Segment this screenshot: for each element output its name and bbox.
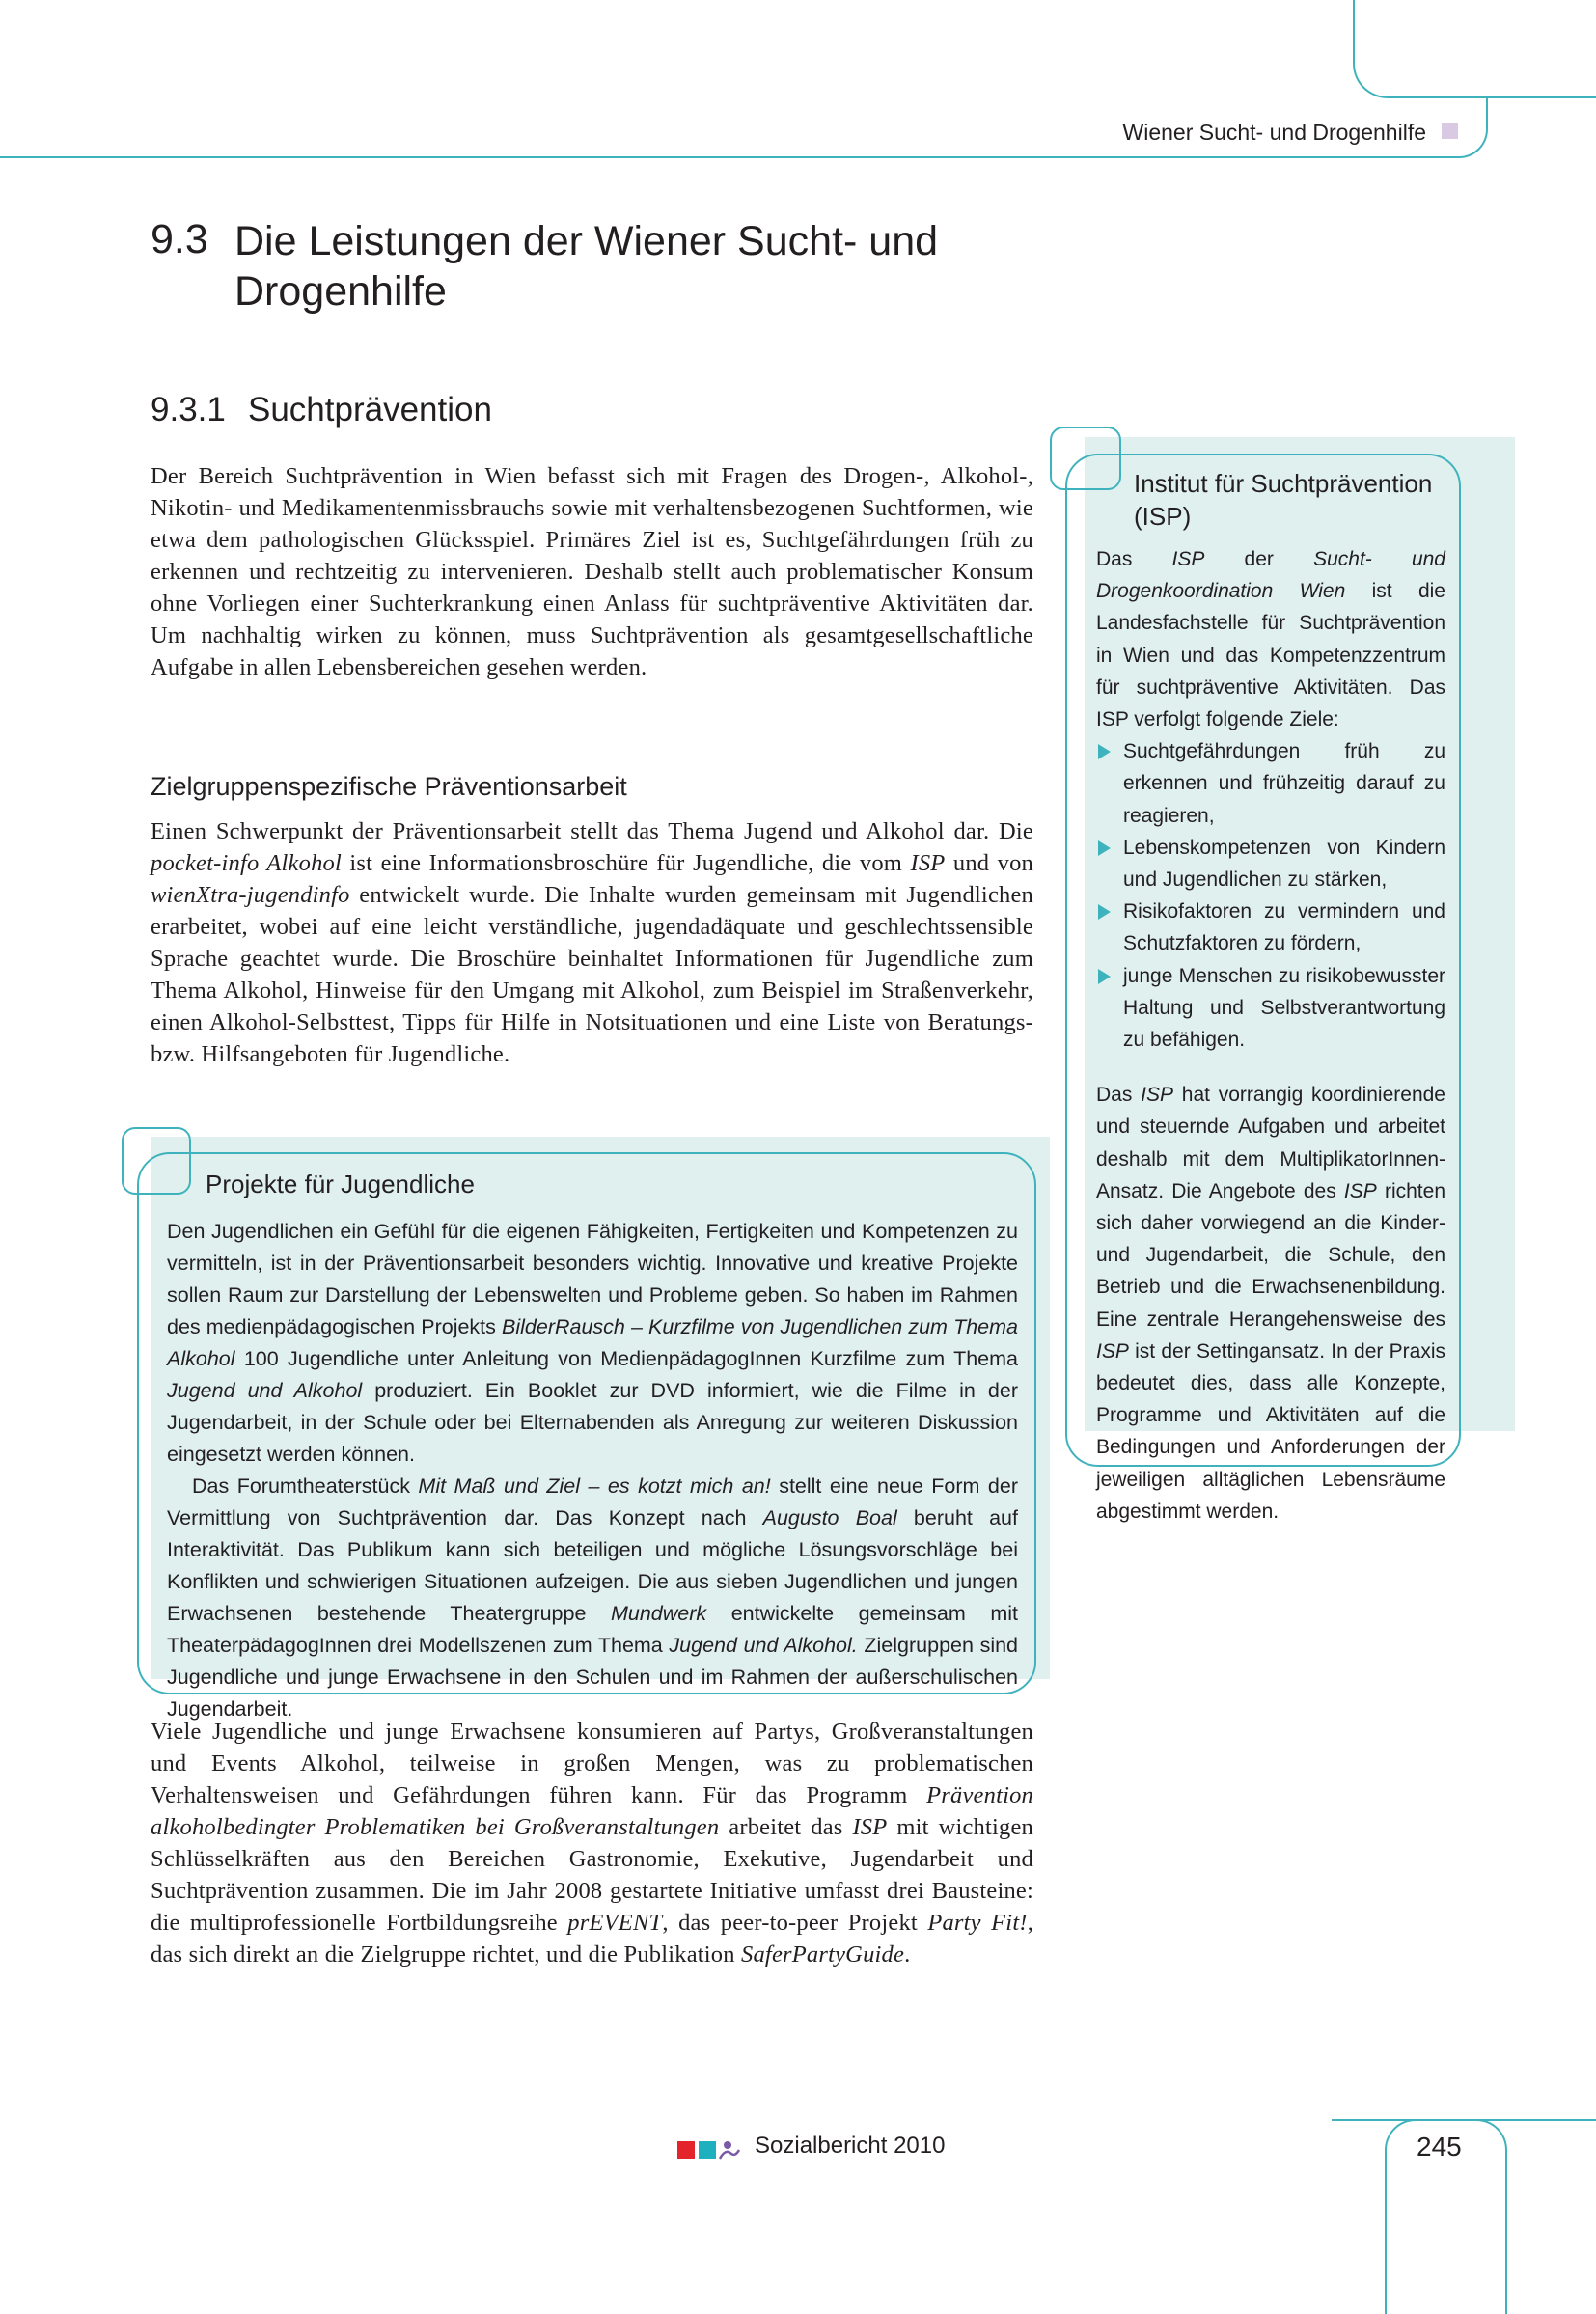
footer-title: Sozialbericht 2010 (755, 2133, 946, 2159)
text-run: produziert. Ein Booklet zur DVD informiert, wie die Filme in der Jugendarbeit, in der Schule oder bei Elternabenden als Anregung zur weiteren Diskussion eingesetzt werden können. (167, 1379, 1018, 1466)
emphasis: Sucht- und Drogenkoordination Wien (1096, 548, 1445, 603)
isp-paragraph (1096, 543, 1445, 735)
emphasis: ISP (1096, 1339, 1129, 1363)
emphasis: pocket-info Alkohol (151, 850, 342, 876)
text-run: stellt eine neue Form der Vermittlung von Suchtprävention dar. Das Konzept nach (167, 1474, 1018, 1529)
text-run: ist der Settingansatz. In der Praxis bedeutet dies, dass alle Konzepte, Programme und Aktivitäten auf die Bedingungen und Anforderungen der jeweiligen alltäglichen Lebensräume abgestimmt werden. (1096, 1339, 1445, 1523)
text-run: Das Forumtheaterstück (192, 1474, 419, 1498)
triangle-bullet-icon (1098, 744, 1111, 759)
text-run: , das sich direkt an die Zielgruppe richtet, und die Publikation (151, 1910, 1034, 1968)
spacer (1096, 1056, 1445, 1079)
emphasis: Party Fit! (927, 1910, 1028, 1936)
emphasis: ISP (1141, 1084, 1173, 1107)
logo-teal-square (699, 2141, 716, 2159)
emphasis: SaferPartyGuide (741, 1942, 905, 1968)
emphasis: ISP (910, 850, 946, 876)
goal-text: junge Menschen zu risikobewusster Haltung und Selbstverantwortung zu befähigen. (1123, 964, 1445, 1052)
list-item (1096, 735, 1445, 832)
logo-figure-body (720, 2150, 739, 2159)
emphasis: prEVENT (567, 1910, 663, 1936)
running-head: Wiener Sucht- und Drogenhilfe (1122, 120, 1426, 145)
text-run: entwickelte gemeinsam mit TheaterpädagogInnen drei Modellszenen zum Thema (167, 1602, 1018, 1657)
text-run: entwickelt wurde. Die Inhalte wurden gemeinsam mit Jugendlichen erarbeitet, wobei auf eine leicht verständliche, jugendadäquate und geschlechtssensible Sprache geachtet wurde. Die Broschüre beinhaltet Informationen für Jugendliche zum Thema Alkohol, Hinweise für den Umgang mit Alkohol, zum Beispiel im Straßenverkehr, einen Alkohol-Selbsttest, Tipps für Hilfe in Notsituationen und eine Liste von Beratungs- bzw. Hilfsangeboten für Jugendliche. (151, 882, 1033, 1067)
list-item (1096, 832, 1445, 895)
text-run: , das peer-to-peer Projekt (662, 1910, 928, 1936)
triangle-bullet-icon (1098, 969, 1111, 984)
projects-box-tab (122, 1127, 191, 1195)
zielgruppen-paragraph (151, 815, 1033, 1070)
emphasis: Mit Maß und Ziel – es kotzt mich an! (418, 1474, 771, 1498)
goal-text: Suchtgefährdungen früh zu erkennen und frühzeitig darauf zu reagieren, (1123, 740, 1445, 827)
text-run: . (904, 1942, 911, 1968)
isp-box-tab (1050, 427, 1121, 490)
isp-box-text (1096, 543, 1445, 1528)
emphasis: Jugend und Alkohol. (669, 1634, 858, 1657)
emphasis: ISP (852, 1814, 888, 1840)
list-item (1096, 895, 1445, 959)
text-run: Den Jugendlichen ein Gefühl für die eigenen Fähigkeiten, Fertigkeiten und Kompetenzen zu vermitteln, ist in der Präventionsarbeit besonders wichtig. Innovative und kreative Projekte sollen Raum zur Darstellung der Lebenswelten und Probleme geben. So haben im Rahmen des medienpädagogischen Projekts (167, 1220, 1018, 1338)
text-run: Das (1096, 1084, 1142, 1107)
logo-red-square (677, 2141, 695, 2159)
isp-paragraph (1096, 1079, 1445, 1528)
subsection-number: 9.3.1 (151, 391, 226, 428)
text-run: Viele Jugendliche und junge Erwachsene konsumieren auf Partys, Großveranstaltungen und Events Alkohol, teilweise in großen Mengen, was zu problematischen Verhaltensweisen und Gefährdungen führen kann. Für das Programm (151, 1719, 1033, 1808)
projects-box-title: Projekte für Jugendliche (206, 1170, 475, 1198)
section-number: 9.3 (151, 216, 208, 262)
text-run: ist eine Informationsbroschüre für Jugendliche, die vom (341, 850, 911, 876)
projects-paragraph (167, 1216, 1018, 1471)
emphasis: Prävention alkoholbedingter Problematiken bei Großveranstaltungen (151, 1782, 1033, 1840)
text-run: Einen Schwerpunkt der Präventionsarbeit stellt das Thema Jugend und Alkohol dar. Die (151, 818, 1033, 844)
sozialbericht-logo (677, 2138, 747, 2162)
emphasis: Mundwerk (610, 1602, 707, 1625)
emphasis: ISP (1343, 1179, 1377, 1202)
text-run: 100 Jugendliche unter Anleitung von MedienpädagogInnen Kurzfilme zum Thema (234, 1347, 1018, 1370)
text-run: richten sich daher vorwiegend an die Kinder- und Jugendarbeit, die Schule, den Betrieb und die Erwachsenenbildung. Eine zentrale Herangehensweise des (1096, 1179, 1445, 1331)
page-number: 245 (1417, 2132, 1462, 2162)
goal-text: Risikofaktoren zu vermindern und Schutzfaktoren zu fördern, (1123, 900, 1445, 955)
section-title-line: Die Leistungen der Wiener Sucht- und (234, 218, 939, 264)
emphasis: BilderRausch – Kurzfilme von Jugendlichen zum Thema Alkohol (167, 1315, 1018, 1370)
emphasis: ISP (1171, 548, 1205, 570)
isp-box-title: Institut für Suchtprävention (ISP) (1134, 469, 1433, 531)
emphasis: wienXtra-jugendinfo (151, 882, 350, 908)
isp-goals-list (1096, 735, 1445, 1056)
goal-text: Lebenskompetenzen von Kindern und Jugendlichen zu stärken, (1123, 836, 1445, 892)
intro-paragraph: Der Bereich Suchtprävention in Wien befasst sich mit Fragen des Drogen-, Alkohol-, Nikotin- und Medikamentenmissbrauchs sowie mit verhaltensbezogenen Suchtformen, wie etwa dem pathologischen Glücksspiel. Primäres Ziel ist es, Suchtgefährdungen früh zu erkennen und rechtzeitig zu intervenieren. Deshalb stellt auch problematischer Konsum ohne Vorliegen einer Suchterkrankung einen Anlass für suchtpräventive Aktivitäten dar. Um nachhaltig wirken zu können, muss Suchtprävention als gesamtgesellschaftliche Aufgabe in allen Lebensbereichen gesehen werden. (151, 463, 1033, 680)
closing-paragraph (151, 1716, 1033, 1970)
text-run: arbeitet das (719, 1814, 853, 1840)
projects-paragraph (167, 1471, 1018, 1725)
triangle-bullet-icon (1098, 904, 1111, 920)
text-run: ist die Landesfachstelle für Suchtprävention in Wien und das Kompetenzzentrum für suchtpräventive Aktivitäten. Das ISP verfolgt folgende Ziele: (1096, 580, 1445, 731)
header-rule (0, 156, 1447, 158)
triangle-bullet-icon (1098, 840, 1111, 856)
text-run: mit wichtigen Schlüsselkräften aus den Bereichen Gastronomie, Exekutive, Jugendarbeit und Suchtprävention zusammen. Die im Jahr 2008 gestartete Initiative umfasst drei Bausteine: die multiprofessionelle Fortbildungsreihe (151, 1814, 1033, 1936)
section-title (234, 216, 1103, 317)
text-run: beruht auf Interaktivität. Das Publikum kann sich beteiligen und mögliche Lösungsvorschläge bei Konflikten und schwierigen Situationen aufzeigen. Die aus sieben Jugendlichen und jungen Erwachsenen bestehende Theatergruppe (167, 1506, 1018, 1625)
logo-figure-head (724, 2141, 731, 2149)
list-item (1096, 960, 1445, 1057)
projects-box-text (167, 1216, 1018, 1725)
text-run: hat vorrangig koordinierende und steuernde Aufgaben und arbeitet deshalb mit dem MultiplikatorInnen-Ansatz. Die Angebote des (1096, 1084, 1445, 1202)
text-run: der (1204, 548, 1314, 570)
text-run: Das (1096, 548, 1172, 570)
text-run: Zielgruppen sind Jugendliche und junge Erwachsene in den Schulen und im Rahmen der außerschulischen Jugendarbeit. (167, 1634, 1019, 1721)
header-corner-decoration (1353, 0, 1596, 98)
subheading: Zielgruppenspezifische Präventionsarbeit (151, 772, 627, 801)
emphasis: Jugend und Alkohol (167, 1379, 363, 1402)
subsection-title: Suchtprävention (248, 391, 492, 428)
text-run: und von (945, 850, 1033, 876)
section-title-line: Drogenhilfe (234, 268, 447, 315)
square-icon (1442, 123, 1458, 139)
emphasis: Augusto Boal (762, 1506, 897, 1529)
